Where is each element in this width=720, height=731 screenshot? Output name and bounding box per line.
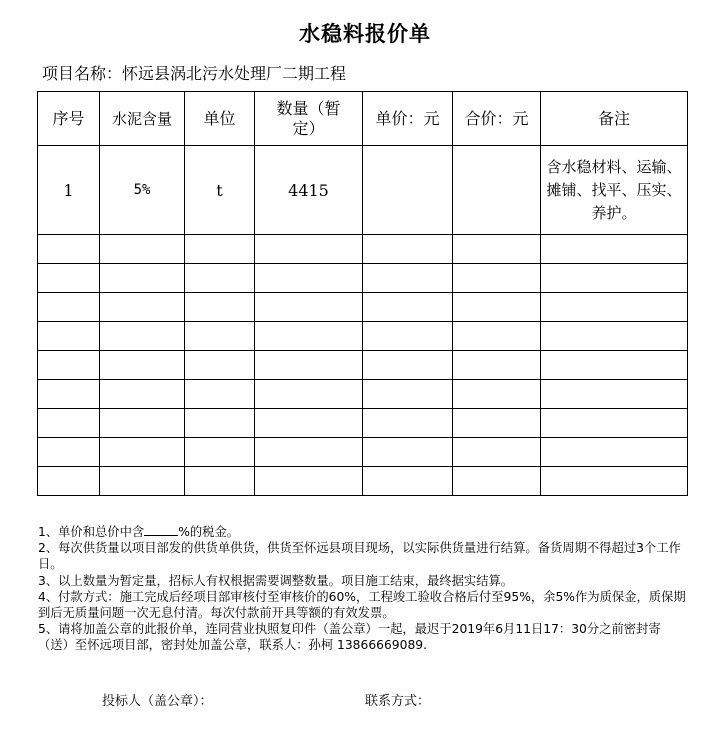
- cell-cement-content[interactable]: [100, 351, 185, 380]
- cell-remark[interactable]: [541, 322, 688, 351]
- table-row-empty: [38, 264, 688, 293]
- bidder-signature-label: 投标人（盖公章）：: [102, 694, 213, 709]
- project-line: [42, 61, 346, 84]
- cell-unit[interactable]: [185, 351, 255, 380]
- cell-unit[interactable]: [185, 322, 255, 351]
- cell-unit-price[interactable]: [363, 467, 453, 496]
- cell-cement-content[interactable]: [100, 380, 185, 409]
- header-cement-content: 水泥含量: [100, 92, 185, 146]
- cell-total-price[interactable]: [453, 146, 541, 235]
- cell-remark[interactable]: [541, 467, 688, 496]
- cell-quantity[interactable]: [255, 235, 363, 264]
- note-2: 2、每次供货量以项目部发的供货单供货，供货至怀远县项目现场，以实际供货量进行结算。备货周期不得超过3个工作日。: [38, 541, 681, 572]
- cell-unit[interactable]: [185, 409, 255, 438]
- cell-unit[interactable]: [185, 235, 255, 264]
- cell-unit-price[interactable]: [363, 322, 453, 351]
- cell-index[interactable]: [38, 438, 100, 467]
- cell-unit[interactable]: [185, 264, 255, 293]
- cell-cement-content[interactable]: [100, 409, 185, 438]
- cell-total-price[interactable]: [453, 235, 541, 264]
- contact-info-label: 联系方式：: [365, 694, 431, 709]
- header-remark: 备注: [541, 92, 688, 146]
- cell-remark[interactable]: [541, 380, 688, 409]
- cell-unit-price[interactable]: [363, 438, 453, 467]
- cell-quantity[interactable]: [255, 264, 363, 293]
- cell-index[interactable]: [38, 467, 100, 496]
- cell-unit[interactable]: [185, 380, 255, 409]
- cell-index[interactable]: [38, 235, 100, 264]
- note-1-text: 1、单价和总价中含: [38, 525, 145, 539]
- cell-quantity[interactable]: [255, 293, 363, 322]
- cell-remark: 含水稳材料、运输、摊铺、找平、压实、养护。: [541, 146, 688, 235]
- cell-unit-price[interactable]: [363, 264, 453, 293]
- cell-quantity: 4415: [255, 146, 363, 235]
- cell-total-price[interactable]: [453, 293, 541, 322]
- note-3: 3、以上数量为暂定量，招标人有权根据需要调整数量。项目施工结束，最终据实结算。: [38, 573, 514, 588]
- cell-cement-content[interactable]: [100, 235, 185, 264]
- header-index: 序号: [38, 92, 100, 146]
- table-header-row: [38, 92, 688, 146]
- notes-section: [38, 523, 688, 654]
- document-title: 水稳料报价单: [299, 22, 431, 46]
- cell-unit[interactable]: [185, 467, 255, 496]
- header-quantity: [255, 92, 363, 146]
- cell-index[interactable]: [38, 264, 100, 293]
- cell-quantity[interactable]: [255, 438, 363, 467]
- cell-total-price[interactable]: [453, 264, 541, 293]
- cell-quantity[interactable]: [255, 380, 363, 409]
- cell-unit-price[interactable]: [363, 146, 453, 235]
- cell-cement-content[interactable]: [100, 322, 185, 351]
- table-row: [38, 146, 688, 235]
- cell-quantity[interactable]: [255, 409, 363, 438]
- cell-unit[interactable]: [185, 293, 255, 322]
- cell-quantity[interactable]: [255, 467, 363, 496]
- cell-index: 1: [38, 146, 100, 235]
- project-name: 怀远县涡北污水处理厂二期工程: [122, 64, 347, 83]
- cell-unit[interactable]: [185, 438, 255, 467]
- cell-remark[interactable]: [541, 235, 688, 264]
- cell-cement-content[interactable]: [100, 293, 185, 322]
- cell-quantity[interactable]: [255, 322, 363, 351]
- note-4: 4、付款方式：施工完成后经项目部审核付至审核价的60%，工程竣工验收合格后付至95%，余5%作为质保金，质保期到后无质量问题一次无息付清。每次付款前开具等额的有效发票。: [38, 589, 686, 621]
- cell-total-price[interactable]: [453, 380, 541, 409]
- cell-quantity[interactable]: [255, 351, 363, 380]
- table-row-empty: [38, 235, 688, 264]
- table-row-empty: [38, 438, 688, 467]
- cell-index[interactable]: [38, 409, 100, 438]
- cell-remark[interactable]: [541, 264, 688, 293]
- table-row-empty: [38, 293, 688, 322]
- cell-total-price[interactable]: [453, 438, 541, 467]
- cell-unit-price[interactable]: [363, 380, 453, 409]
- cell-cement-content[interactable]: [100, 438, 185, 467]
- quote-table: [37, 91, 688, 496]
- table-row-empty: [38, 409, 688, 438]
- cell-index[interactable]: [38, 293, 100, 322]
- table-row-empty: [38, 322, 688, 351]
- cell-remark[interactable]: [541, 293, 688, 322]
- cell-unit-price[interactable]: [363, 409, 453, 438]
- cell-unit-price[interactable]: [363, 235, 453, 264]
- header-total-price: 合价：元: [453, 92, 541, 146]
- cell-index[interactable]: [38, 380, 100, 409]
- cell-cement-content: 5%: [100, 146, 185, 235]
- cell-index[interactable]: [38, 351, 100, 380]
- tax-rate-blank[interactable]: [144, 523, 178, 536]
- table-row-empty: [38, 380, 688, 409]
- cell-cement-content[interactable]: [100, 264, 185, 293]
- cell-total-price[interactable]: [453, 467, 541, 496]
- note-1-suffix: %的税金。: [178, 525, 240, 539]
- table-row-empty: [38, 467, 688, 496]
- note-1: [38, 523, 688, 540]
- project-label: 项目名称：: [42, 64, 123, 83]
- table-row-empty: [38, 351, 688, 380]
- cell-unit-price[interactable]: [363, 293, 453, 322]
- cell-total-price[interactable]: [453, 409, 541, 438]
- cell-total-price[interactable]: [453, 351, 541, 380]
- note-5: 5、请将加盖公章的此报价单，连同营业执照复印件（盖公章）一起，最迟于2019年6月11日17：30分之前密封寄（送）至怀远项目部，密封处加盖公章，联系人：孙柯 13866669089.: [38, 622, 661, 653]
- cell-remark[interactable]: [541, 409, 688, 438]
- cell-remark[interactable]: [541, 351, 688, 380]
- header-unit-price: 单价：元: [363, 92, 453, 146]
- cell-unit-price[interactable]: [363, 351, 453, 380]
- header-unit: 单位: [185, 92, 255, 146]
- cell-index[interactable]: [38, 322, 100, 351]
- header-quantity-label: 数量（暂定）: [276, 98, 341, 138]
- cell-unit: t: [185, 146, 255, 235]
- cell-remark[interactable]: [541, 438, 688, 467]
- cell-cement-content[interactable]: [100, 467, 185, 496]
- cell-total-price[interactable]: [453, 322, 541, 351]
